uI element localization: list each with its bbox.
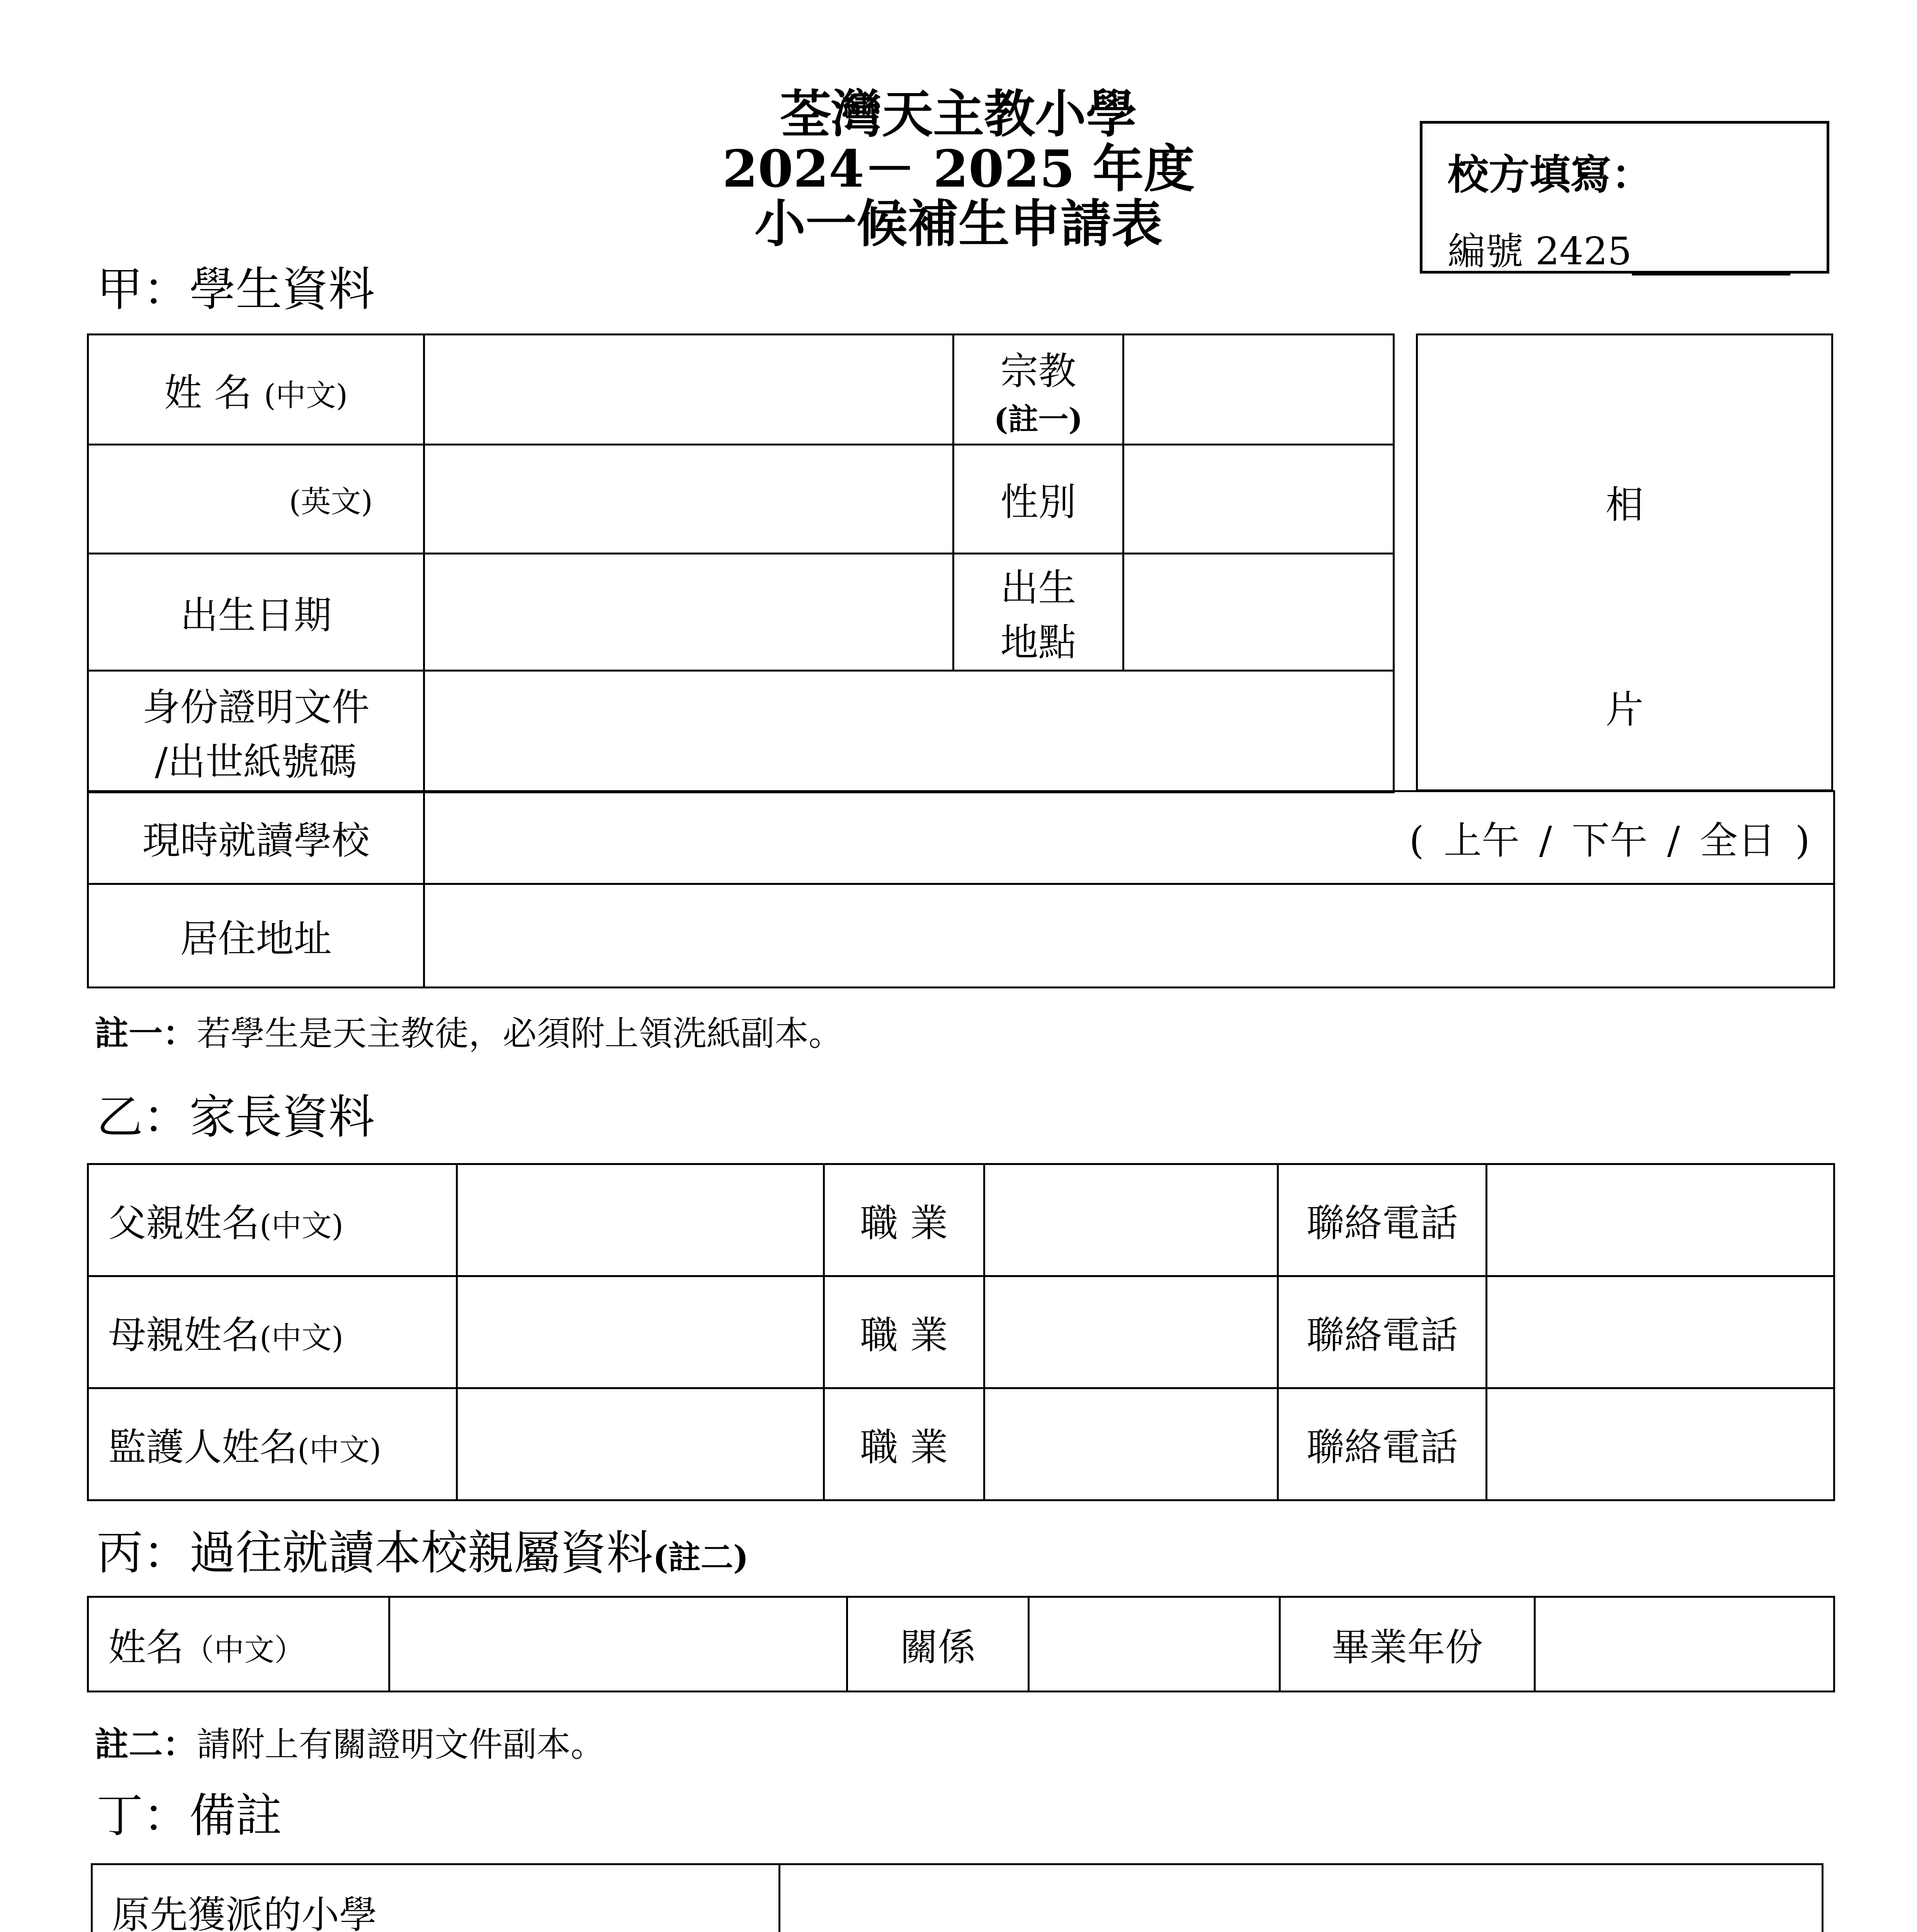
religion-field[interactable] [1123,335,1394,445]
relation-field[interactable] [1029,1597,1280,1692]
religion-label: 宗教 (註一) [953,335,1123,445]
father-job-label: 職 業 [824,1164,984,1276]
note-1: 註一：若學生是天主教徒，必須附上領洗紙副本。 [95,1013,843,1053]
relation-label: 關係 [847,1597,1029,1692]
section-d-heading: 丁：備註 [97,1789,282,1843]
name-en-label: (英文) [88,445,424,554]
parent-info-table [87,1163,1835,1501]
section-b-heading: 乙：家長資料 [97,1090,375,1144]
mother-phone-field[interactable] [1487,1276,1834,1388]
student-info-table [87,333,1395,793]
name-cn-field[interactable] [424,335,953,445]
current-school-label: 現時就讀學校 [88,791,424,884]
father-phone-label: 聯絡電話 [1278,1164,1487,1276]
relative-info-table [87,1596,1835,1692]
relative-name-label: 姓名（中文） [88,1597,389,1692]
original-school-field[interactable] [780,1864,1823,1932]
current-school-field[interactable] [424,791,1834,884]
section-c-heading: 丙：過往就讀本校親屬資料(註二) [97,1526,749,1580]
photo-label-1: 相 [1605,483,1643,527]
dob-label: 出生日期 [88,554,424,671]
section-a-heading: 甲：學生資料 [97,263,375,316]
guardian-phone-field[interactable] [1487,1388,1834,1500]
graduation-year-field[interactable] [1535,1597,1834,1692]
guardian-job-label: 職 業 [824,1388,984,1500]
photo-label-2: 片 [1605,688,1643,732]
address-field[interactable] [424,884,1834,988]
photo-box [1416,333,1833,791]
pob-field[interactable] [1123,554,1394,671]
office-use-box [1420,121,1829,274]
mother-name-label: 母親姓名(中文) [88,1276,457,1388]
dob-field[interactable] [424,554,953,671]
pob-label: 出生 地點 [953,554,1123,671]
mother-phone-label: 聯絡電話 [1278,1276,1487,1388]
relative-name-field[interactable] [389,1597,847,1692]
note-2: 註二：請附上有關證明文件副本。 [95,1724,605,1764]
name-cn-label: 姓 名 (中文) [88,335,424,445]
father-name-field[interactable] [457,1164,824,1276]
session-options: ( 上午 / 下午 / 全日 ) [1409,819,1810,863]
form-title: 小一候補生申請表 [755,194,1162,254]
guardian-job-field[interactable] [984,1388,1278,1500]
id-doc-label: 身份證明文件 /出世紙號碼 [88,671,424,793]
academic-year: 2024－ 2025 年度 [722,139,1195,199]
student-school-table [87,790,1835,988]
mother-job-label: 職 業 [824,1276,984,1388]
guardian-name-label: 監護人姓名(中文) [88,1388,457,1500]
father-job-field[interactable] [984,1164,1278,1276]
mother-job-field[interactable] [984,1276,1278,1388]
school-name: 荃灣天主教小學 [780,84,1137,144]
father-phone-field[interactable] [1487,1164,1834,1276]
office-use-label: 校方填寫： [1448,150,1652,199]
remarks-table [91,1863,1824,1932]
address-label: 居住地址 [88,884,424,988]
guardian-phone-label: 聯絡電話 [1278,1388,1487,1500]
guardian-name-field[interactable] [457,1388,824,1500]
gender-label: 性別 [953,445,1123,554]
application-number[interactable]: 編號 2425 [1448,221,1790,276]
id-doc-field[interactable] [424,671,1394,793]
name-en-field[interactable] [424,445,953,554]
graduation-year-label: 畢業年份 [1280,1597,1535,1692]
original-school-label: 原先獲派的小學 [92,1864,780,1932]
father-name-label: 父親姓名(中文) [88,1164,457,1276]
mother-name-field[interactable] [457,1276,824,1388]
gender-field[interactable] [1123,445,1394,554]
